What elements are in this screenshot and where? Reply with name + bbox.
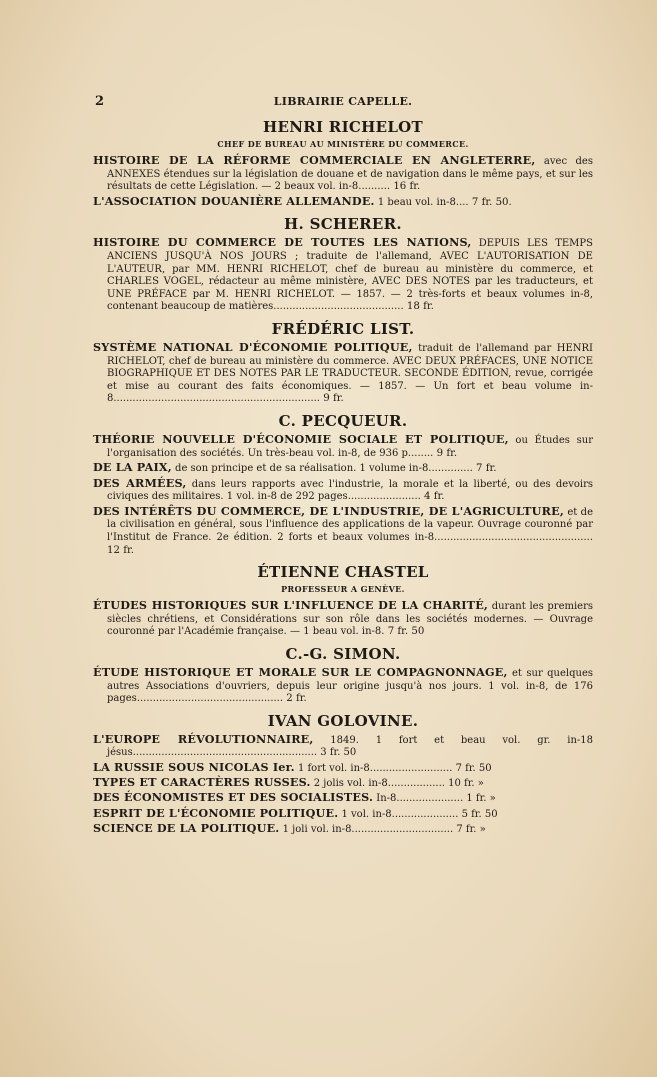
book-entry xyxy=(93,195,593,210)
book-price: 7 fr. » xyxy=(453,824,486,836)
book-price: 5 fr. 50 xyxy=(458,808,498,820)
author-name: H. SCHERER. xyxy=(284,215,402,234)
book-title: ESPRIT DE L'ÉCONOMIE POLITIQUE. xyxy=(93,805,339,820)
author-section xyxy=(93,412,593,557)
book-entry xyxy=(93,776,593,790)
book-title: DE LA PAIX, xyxy=(93,460,172,475)
book-price: 10 fr. » xyxy=(444,778,484,790)
book-price: 3 fr. 50 xyxy=(317,747,357,759)
book-description: avec des ANNEXES étendues sur la législation de douane et de navigation dans le même pays, et sur les résultats de cette Législation. — 2 beaux vol. in-8.......... xyxy=(107,156,593,193)
book-entry xyxy=(93,822,593,836)
author-section xyxy=(93,118,593,209)
book-entry xyxy=(93,154,593,194)
book-entry xyxy=(93,505,593,557)
book-description: 1 fort vol. in-8.......................... xyxy=(294,762,453,774)
book-description: DEPUIS LES TEMPS ANCIENS JUSQU'À NOS JOURS ; traduite de l'allemand, AVEC L'AUTORISATION DE L'AUTEUR, par MM. HENRI RICHELOT, chef de bureau au ministère du commerce, et CHARLES VOGEL, rédacteur au même ministère, AVEC DES NOTES par les traducteurs, et UNE PRÉFACE par M. HENRI RICHELOT. — 1857. — 2 très-forts et beaux volumes in-8, contenant beaucoup de matières......................................... xyxy=(107,238,593,313)
book-entry xyxy=(93,461,593,476)
book-price: 7 fr. xyxy=(472,463,497,475)
book-entry xyxy=(93,433,593,460)
book-title: TYPES ET CARACTÈRES RUSSES. xyxy=(93,775,311,790)
book-entry xyxy=(93,341,593,406)
book-price: 9 fr. xyxy=(319,393,344,405)
author-name: C. PECQUEUR. xyxy=(278,411,408,430)
book-price: 7 fr. 50 xyxy=(452,762,492,774)
book-price: 12 fr. xyxy=(107,544,134,556)
author-name: C.-G. SIMON. xyxy=(285,645,401,664)
book-price: 7 fr. 50 xyxy=(384,626,425,638)
book-title: THÉORIE NOUVELLE D'ÉCONOMIE SOCIALE ET POLITIQUE, xyxy=(93,431,509,446)
book-description: de son principe et de sa réalisation. 1 volume in-8.............. xyxy=(171,463,473,475)
author-subtitle: PROFESSEUR A GENÈVE. xyxy=(281,584,405,595)
book-price: 18 fr. xyxy=(403,301,434,313)
author-name: HENRI RICHELOT xyxy=(262,118,424,136)
book-description: traduit de l'allemand par HENRI RICHELOT, chef de bureau au ministère du commerce. AVEC DEUX PRÉFACES, UNE NOTICE BIOGRAPHIQUE ET DES NOTES PAR LE TRADUCTEUR. SECONDE ÉDITION, revue, corrigée et mise au courant des faits économiques. — 1857. — Un fort et beau volume in-8................................................................. xyxy=(107,342,593,405)
author-section xyxy=(93,563,593,639)
book-price: 9 fr. xyxy=(433,447,458,459)
book-title: DES ÉCONOMISTES ET DES SOCIALISTES. xyxy=(93,790,374,805)
author-section xyxy=(93,215,593,314)
book-title: L'ASSOCIATION DOUANIÈRE ALLEMANDE. xyxy=(93,193,375,208)
book-title: ÉTUDES HISTORIQUES SUR L'INFLUENCE DE LA CHARITÉ, xyxy=(93,598,489,613)
page-header xyxy=(93,94,593,112)
book-title: HISTOIRE DE LA RÉFORME COMMERCIALE EN ANGLETERRE, xyxy=(93,153,536,167)
book-title: L'EUROPE RÉVOLUTIONNAIRE, xyxy=(93,731,314,746)
book-title: LA RUSSIE SOUS NICOLAS Ier. xyxy=(93,759,295,774)
page-content xyxy=(93,94,593,838)
page-number: 2 xyxy=(95,94,105,109)
book-entry xyxy=(93,733,593,760)
book-entry xyxy=(93,666,593,706)
book-price: 1 fr. » xyxy=(463,793,496,805)
book-entry xyxy=(93,599,593,639)
author-section xyxy=(93,712,593,837)
book-title: DES ARMÉES, xyxy=(93,475,187,490)
book-entry xyxy=(93,807,593,821)
book-title: SYSTÈME NATIONAL D'ÉCONOMIE POLITIQUE, xyxy=(93,339,413,354)
book-description: 1849. 1 fort et beau vol. gr. in-18 jésus.......................................................... xyxy=(107,734,593,759)
book-description: In-8..................... xyxy=(373,793,464,805)
book-description: ou Études sur l'organisation des sociétés. Un très-beau vol. in-8, de 936 p........ xyxy=(107,434,593,459)
book-entry xyxy=(93,477,593,504)
book-description: 2 jolis vol. in-8.................. xyxy=(310,778,445,790)
book-description: 1 beau vol. in-8.... xyxy=(374,196,469,208)
book-entry xyxy=(93,236,593,314)
book-price: 16 fr. xyxy=(390,181,421,193)
book-price: 2 fr. xyxy=(283,693,307,705)
book-title: SCIENCE DE LA POLITIQUE. xyxy=(93,821,280,836)
author-section xyxy=(93,645,593,706)
book-description: dans leurs rapports avec l'industrie, la morale et la liberté, ou des devoirs civiques des militaires. 1 vol. in-8 de 292 pages....................... xyxy=(107,478,593,503)
book-entry xyxy=(93,761,593,775)
book-description: 1 vol. in-8..................... xyxy=(338,808,459,820)
author-name: FRÉDÉRIC LIST. xyxy=(271,319,415,338)
book-title: HISTOIRE DU COMMERCE DE TOUTES LES NATIONS, xyxy=(93,235,472,250)
author-name: IVAN GOLOVINE. xyxy=(267,711,419,730)
book-description: et sur quelques autres Associations d'ouvriers, depuis leur origine jusqu'à nos jours. 1 vol. in-8, de 176 pages.............................................. xyxy=(107,668,593,705)
book-price: 4 fr. xyxy=(420,491,445,503)
book-title: ÉTUDE HISTORIQUE ET MORALE SUR LE COMPAGNONNAGE, xyxy=(93,665,508,680)
author-name: ÉTIENNE CHASTEL xyxy=(257,563,429,582)
book-description: et de la civilisation en général, sous l'influence des applications de la vapeur. Ouvrage couronné par l'Institut de France. 2e édition. 2 forts et beaux volumes in-8.................................................. xyxy=(107,506,593,544)
author-subtitle: CHEF DE BUREAU AU MINISTÈRE DU COMMERCE. xyxy=(217,139,469,149)
running-title: LIBRAIRIE CAPELLE. xyxy=(273,95,413,108)
author-section xyxy=(93,320,593,406)
book-price: 7 fr. 50. xyxy=(468,196,512,208)
book-description: durant les premiers siècles chrétiens, et Considérations sur son rôle dans les sociétés modernes. — Ouvrage couronné par l'Académie française. — 1 beau vol. in-8. xyxy=(107,601,594,638)
book-entry xyxy=(93,791,593,805)
book-title: DES INTÉRÊTS DU COMMERCE, DE L'INDUSTRIE, DE L'AGRICULTURE, xyxy=(93,503,564,518)
book-description: 1 joli vol. in-8................................ xyxy=(279,824,454,836)
catalog-sections xyxy=(93,118,593,837)
